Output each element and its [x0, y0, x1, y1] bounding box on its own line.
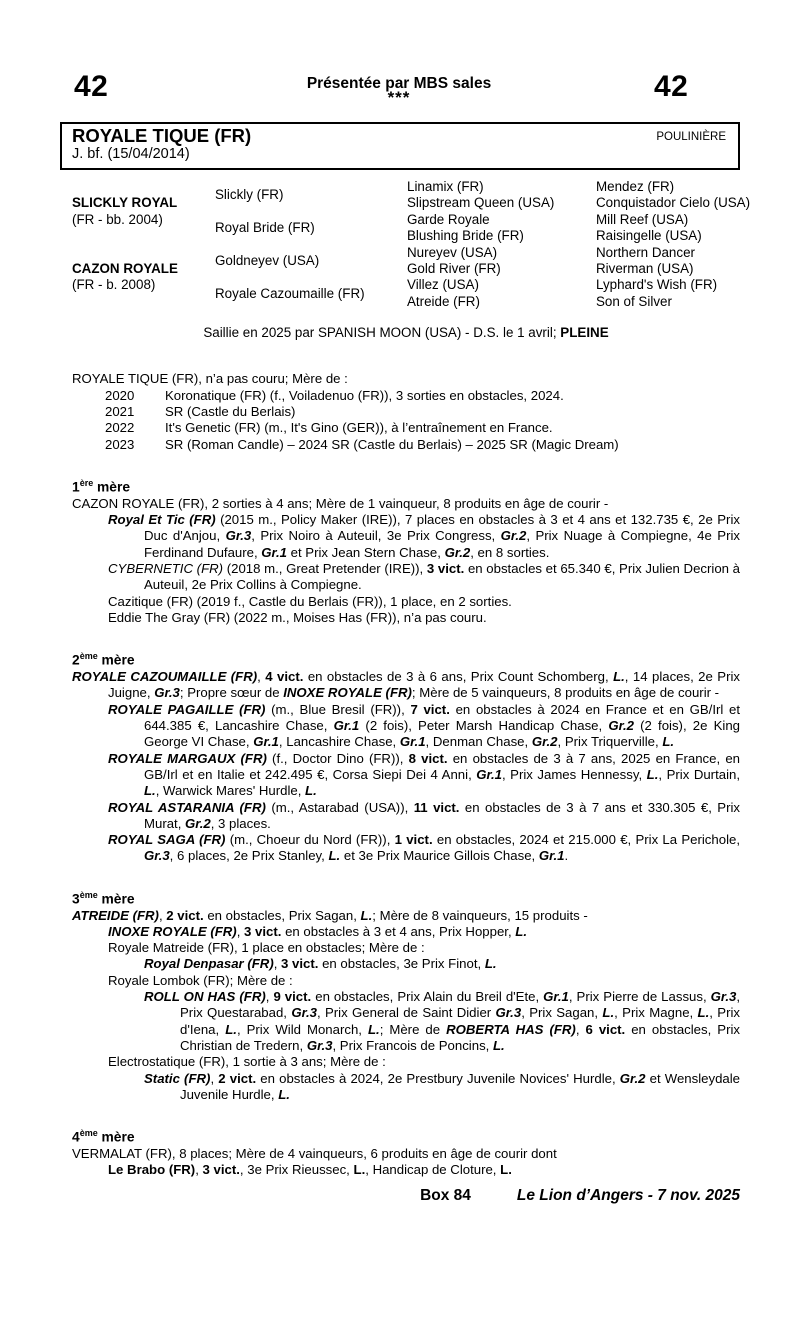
text-segment: VERMALAT (FR), 8 places; Mère de 4 vainqueurs, 6 produits en âge de courir dont — [72, 1146, 557, 1162]
text-segment: Gr.3 — [306, 1037, 333, 1053]
text-segment: Gr.3 — [291, 1005, 317, 1021]
pedigree-table — [72, 179, 751, 310]
horse-entry — [72, 908, 740, 924]
title-row — [72, 126, 726, 146]
text-segment: , Lancashire Chase, — [278, 734, 400, 750]
text-segment: 11 vict. — [413, 799, 460, 815]
heading-label: mère — [97, 891, 135, 907]
text-segment: ROYALE MARGAUX (FR) — [108, 750, 267, 766]
page-content — [72, 179, 751, 1204]
text-segment: ; Mère de 5 vainqueurs, 8 produits en âge de courir - — [411, 685, 720, 701]
horse-description: J. bf. (15/04/2014) — [72, 146, 190, 162]
text-segment: et Wensleydale Juvenile Hurdle, — [180, 1070, 741, 1102]
text-segment: Electrostatique (FR), 1 sortie à 3 ans; Mère de : — [108, 1054, 386, 1070]
text-segment: en obstacles, 2024 et 215.000 €, Prix La Perichole, — [432, 832, 740, 848]
ancestor-name-gen3: Nureyev (USA) — [407, 244, 498, 260]
text-segment: en obstacles, 3e Prix Finot, — [318, 956, 485, 972]
produce-year: 2020 — [105, 387, 135, 403]
horse-entry — [72, 1146, 740, 1162]
produce-row — [72, 404, 740, 420]
pedigree-ancestor-gen2 — [215, 212, 407, 245]
presenter-line: Présentée par MBS sales — [306, 75, 492, 92]
text-segment: L. — [353, 1162, 366, 1178]
text-segment: L. — [367, 1021, 380, 1037]
text-segment: L. — [484, 956, 497, 972]
heading-number: 2 — [72, 652, 80, 668]
horse-entry — [72, 1071, 740, 1104]
horse-entry — [72, 702, 740, 751]
text-segment: ROYAL SAGA (FR) — [108, 832, 226, 848]
text-segment: 3 vict. — [281, 956, 319, 972]
ancestor-name-gen3: Slipstream Queen (USA) — [407, 195, 555, 211]
text-segment: Gr.1 — [543, 989, 569, 1005]
horse-name: ROYALE TIQUE (FR) — [72, 125, 252, 146]
text-segment: (f., Doctor Dino (FR)), — [266, 750, 409, 766]
text-segment: ROBERTA HAS (FR) — [446, 1021, 576, 1037]
ancestor-name-gen3: Linamix (FR) — [407, 179, 484, 194]
text-segment: , Prix Wild Monarch, — [236, 1021, 368, 1037]
heading-ordinal-suffix: ème — [79, 889, 98, 900]
ancestor-name: SLICKLY ROYAL — [72, 195, 178, 211]
text-segment: en obstacles de 3 à 7 ans, 2025 en France, en GB/Irl et en Italie et 242.495 €, Corsa Siepi Dei 4 Anni, — [144, 750, 740, 782]
pedigree-ancestor-gen2 — [215, 245, 407, 278]
produce-row — [72, 420, 740, 436]
ancestor-name-gen3: Gold River (FR) — [407, 260, 501, 276]
text-segment: ; Propre sœur de — [179, 685, 284, 701]
text-segment: . — [564, 848, 569, 864]
pedigree-ancestor-gen2 — [215, 277, 407, 310]
ancestor-name-gen4: Raisingelle (USA) — [596, 228, 702, 244]
pedigree-gen3 — [407, 179, 596, 310]
text-segment: , Prix Questarabad, — [180, 989, 741, 1021]
text-segment: , — [265, 989, 274, 1005]
horse-entry — [72, 512, 740, 561]
text-segment: L. — [500, 1162, 512, 1178]
text-segment: en obstacles à 2024, 2e Prestbury Juvenile Novices' Hurdle, — [256, 1070, 620, 1086]
horse-entry — [72, 496, 740, 512]
pedigree-gen1 — [72, 179, 215, 310]
horse-entry — [72, 940, 740, 956]
text-segment: en obstacles de 3 à 6 ans, Prix Count Schomberg, — [303, 669, 614, 685]
text-segment: Gr.1 — [476, 766, 502, 782]
heading-number: 1 — [72, 479, 80, 495]
text-segment: Gr.2 — [500, 528, 527, 544]
text-segment: , 3 places. — [210, 815, 271, 831]
text-segment: L. — [360, 907, 373, 923]
text-segment: (2 fois), 2e King George VI Chase, — [144, 718, 740, 750]
text-segment: , 3e Prix Rieussec, — [239, 1162, 354, 1178]
produce-record — [72, 371, 740, 452]
text-segment: 9 vict. — [273, 989, 312, 1005]
text-segment: L. — [225, 1021, 237, 1037]
text-segment: , Prix Francois de Poncins, — [332, 1037, 493, 1053]
text-segment: en obstacles, Prix Sagan, — [203, 907, 361, 923]
ancestor-name: Royale Cazoumaille (FR) — [215, 285, 365, 301]
lot-number-left: 42 — [74, 70, 109, 103]
text-segment: , — [273, 956, 282, 972]
ancestor-name-gen4: Son of Silver — [596, 293, 672, 309]
ancestor-name-gen4: Conquistador Cielo (USA) — [596, 195, 751, 211]
text-segment: Gr.3 — [495, 1005, 522, 1021]
produce-rows — [72, 388, 740, 453]
horse-title-box — [60, 122, 740, 170]
ancestor-name: Goldneyev (USA) — [215, 252, 320, 268]
text-segment: L. — [602, 1005, 615, 1021]
pedigree-sections — [72, 475, 740, 1179]
text-segment: Royale Lombok (FR); Mère de : — [108, 972, 293, 988]
text-segment: en obstacles, Prix Alain du Breil d'Ete, — [311, 989, 544, 1005]
text-segment: Gr.2 — [185, 815, 211, 831]
text-segment: , 6 places, 2e Prix Stanley, — [169, 848, 329, 864]
produce-text: Koronatique (FR) (f., Voiladenuo (FR)), 3 sorties en obstacles, 2024. — [165, 387, 564, 403]
horse-entry — [72, 956, 740, 972]
text-segment: en obstacles et 65.340 €, Prix Julien Decrion à Auteuil, 2e Prix Collins à Compiegne. — [144, 561, 740, 593]
ancestor-name-gen4: Lyphard's Wish (FR) — [596, 277, 718, 293]
text-segment: Gr.1 — [253, 734, 279, 750]
text-segment: Gr.2 — [531, 734, 558, 750]
horse-entry — [72, 1054, 740, 1070]
text-segment: (m., Astarabad (USA)), — [265, 799, 414, 815]
horse-entry — [72, 561, 740, 594]
text-segment: (m., Choeur du Nord (FR)), — [225, 832, 395, 848]
text-segment: L. — [144, 783, 156, 799]
heading-ordinal-suffix: ème — [79, 1128, 98, 1139]
text-segment: 6 vict. — [585, 1021, 626, 1037]
text-segment: 8 vict. — [408, 750, 448, 766]
text-segment: Static (FR) — [144, 1070, 211, 1086]
text-segment: Royal Et Tic (FR) — [108, 512, 216, 528]
text-segment: 3 vict. — [426, 561, 465, 577]
text-segment: L. — [278, 1086, 290, 1102]
pedigree-gen4 — [596, 179, 751, 310]
ancestor-name-gen3: Garde Royale — [407, 211, 490, 227]
text-segment: 4 vict. — [265, 669, 304, 685]
horse-entry — [72, 832, 740, 865]
produce-row — [72, 388, 740, 404]
text-segment: Gr.1 — [333, 718, 360, 734]
text-segment: Eddie The Gray (FR) (2022 m., Moises Has (FR)), n’a pas couru. — [108, 609, 487, 625]
text-segment: Gr.2 — [444, 544, 471, 560]
text-segment: L. — [328, 848, 341, 864]
horse-entry — [72, 800, 740, 833]
text-segment: 2 vict. — [166, 907, 204, 923]
text-segment: , Prix General de Saint Didier — [316, 1005, 496, 1021]
text-segment: ROYALE PAGAILLE (FR) — [108, 701, 266, 717]
text-segment: , — [236, 923, 245, 939]
ancestor-name: Royal Bride (FR) — [215, 219, 315, 235]
produce-row — [72, 437, 740, 453]
horse-entry — [72, 973, 740, 989]
stars-separator: *** — [387, 88, 411, 107]
text-segment: ROYAL ASTARANIA (FR) — [108, 799, 266, 815]
ancestor-detail: (FR - b. 2008) — [72, 277, 156, 293]
text-segment: , Prix Pierre de Lassus, — [568, 989, 711, 1005]
text-segment: ; Mère de — [379, 1021, 447, 1037]
produce-text: SR (Roman Candle) – 2024 SR (Castle du Berlais) – 2025 SR (Magic Dream) — [165, 436, 619, 452]
text-segment: en obstacles de 3 à 7 ans et 330.305 €, Prix Murat, — [144, 799, 741, 831]
ancestor-name: Slickly (FR) — [215, 187, 284, 203]
horse-entry — [72, 669, 740, 702]
text-segment: L. — [515, 923, 528, 939]
text-segment: en obstacles à 2024 en France et en GB/Irl et 644.385 €, Lancashire Chase, — [144, 701, 741, 734]
text-segment: , Prix Triquerville, — [557, 734, 663, 750]
text-segment: Royale Matreide (FR), 1 place en obstacles; Mère de : — [108, 940, 425, 956]
text-segment: , Denman Chase, — [425, 734, 532, 750]
text-segment: Saillie en 2025 par SPANISH MOON (USA) - D.S. le 1 avril; — [203, 325, 561, 341]
heading-label: mère — [97, 652, 135, 668]
text-segment: , — [195, 1162, 203, 1178]
text-segment: 1 vict. — [394, 832, 433, 848]
pedigree-ancestor-gen1 — [72, 245, 215, 311]
ancestor-name-gen4: Mill Reef (USA) — [596, 211, 689, 227]
section-heading — [72, 887, 740, 908]
text-segment: , Prix Magne, — [614, 1005, 698, 1021]
produce-year: 2021 — [105, 404, 135, 420]
section-heading — [72, 475, 740, 496]
text-segment: et Prix Jean Stern Chase, — [286, 544, 445, 560]
text-segment: Gr.1 — [261, 544, 287, 560]
text-segment: Gr.3 — [710, 989, 737, 1005]
text-segment: en obstacles à 3 et 4 ans, Prix Hopper, — [281, 923, 516, 939]
ancestor-name-gen4: Riverman (USA) — [596, 260, 694, 276]
text-segment: L. — [662, 734, 675, 750]
text-segment: CAZON ROYALE (FR), 2 sorties à 4 ans; Mère de 1 vainqueur, 8 produits en âge de courir - — [72, 495, 609, 511]
text-segment: , en 8 sorties. — [470, 544, 550, 560]
text-segment: et 3e Prix Maurice Gillois Chase, — [340, 848, 539, 864]
covering-line — [72, 325, 740, 341]
text-segment: 3 vict. — [202, 1162, 240, 1178]
text-segment: L. — [493, 1037, 505, 1053]
horse-entry — [72, 594, 740, 610]
section-heading — [72, 648, 740, 669]
sale-venue-date: Le Lion d’Angers - 7 nov. 2025 — [516, 1186, 740, 1204]
text-segment: , — [257, 669, 266, 685]
text-segment: , Prix Noiro à Auteuil, 3e Prix Congress, — [251, 528, 501, 544]
text-segment: , Prix Sagan, — [521, 1005, 603, 1021]
horse-entry — [72, 924, 740, 940]
text-segment: Gr.3 — [144, 848, 170, 864]
category-label: POULINIÈRE — [656, 131, 726, 143]
produce-text: SR (Castle du Berlais) — [165, 404, 296, 420]
ancestor-detail: (FR - bb. 2004) — [72, 211, 163, 227]
text-segment: Cazitique (FR) (2019 f., Castle du Berlais (FR)), 1 place, en 2 sorties. — [108, 593, 512, 609]
ancestor-name-gen3: Atreide (FR) — [407, 293, 480, 309]
text-segment: , Warwick Mares' Hurdle, — [155, 783, 306, 799]
heading-ordinal-suffix: ère — [79, 477, 94, 488]
horse-entry — [72, 610, 740, 626]
text-segment: , Prix James Hennessy, — [501, 766, 647, 782]
text-segment: ATREIDE (FR) — [72, 907, 159, 923]
text-segment: INOXE ROYALE (FR) — [283, 685, 412, 701]
text-segment: 3 vict. — [244, 923, 282, 939]
text-segment: Gr.3 — [225, 528, 252, 544]
text-segment: , Prix d'Iena, — [180, 1005, 741, 1037]
heading-label: mère — [93, 479, 131, 495]
text-segment: (2018 m., Great Pretender (IRE)), — [223, 561, 427, 577]
text-segment: Royal Denpasar (FR) — [144, 956, 274, 972]
text-segment: L. — [613, 669, 625, 685]
text-segment: Gr.1 — [538, 848, 565, 864]
horse-entry — [72, 989, 740, 1054]
text-segment: , 14 places, 2e Prix Juigne, — [108, 669, 740, 701]
text-segment: , Prix Durtain, — [658, 766, 740, 782]
text-segment: INOXE ROYALE (FR) — [108, 923, 237, 939]
heading-number: 4 — [72, 1129, 80, 1145]
text-segment: PLEINE — [560, 325, 609, 341]
horse-entry — [72, 1162, 740, 1178]
text-segment: Gr.2 — [608, 718, 634, 734]
text-segment: , — [575, 1021, 586, 1037]
text-segment: ; Mère de 8 vainqueurs, 15 produits - — [372, 907, 588, 923]
text-segment: Gr.2 — [619, 1070, 646, 1086]
section-heading — [72, 1125, 740, 1146]
lot-number-right: 42 — [654, 70, 689, 103]
text-segment: (m., Blue Bresil (FR)), — [265, 701, 411, 717]
heading-number: 3 — [72, 891, 80, 907]
produce-year: 2023 — [105, 436, 135, 452]
footer-line — [72, 1188, 740, 1204]
text-segment: Le Brabo (FR) — [108, 1162, 196, 1178]
heading-ordinal-suffix: ème — [79, 651, 98, 662]
ancestor-name: CAZON ROYALE — [72, 260, 178, 276]
box-number: Box 84 — [420, 1186, 471, 1204]
text-segment: (2015 m., Policy Maker (IRE)), 7 places en obstacles à 3 et 4 ans et 132.735 €, 2e Prix Duc d'Anjou, — [144, 512, 740, 544]
ancestor-name-gen4: Northern Dancer — [596, 244, 695, 260]
pedigree-ancestor-gen2 — [215, 179, 407, 212]
text-segment: 7 vict. — [410, 701, 450, 717]
text-segment: ROYALE CAZOUMAILLE (FR) — [72, 669, 258, 685]
text-segment: 2 vict. — [218, 1070, 257, 1086]
text-segment: , Prix Nuage à Compiegne, 4e Prix Ferdinand Dufaure, — [144, 528, 740, 560]
pedigree-gen2 — [215, 179, 407, 310]
text-segment: L. — [697, 1005, 710, 1021]
text-segment: Gr.3 — [154, 685, 180, 701]
text-segment: , — [210, 1070, 219, 1086]
text-segment: (2 fois), Peter Marsh Handicap Chase, — [359, 718, 609, 734]
text-segment: , — [158, 907, 167, 923]
text-segment: , Handicap de Cloture, — [365, 1162, 501, 1178]
horse-entry — [72, 751, 740, 800]
heading-label: mère — [97, 1129, 135, 1145]
produce-year: 2022 — [105, 420, 135, 436]
pedigree-ancestor-gen1 — [72, 179, 215, 245]
ancestor-name-gen4: Mendez (FR) — [596, 179, 675, 194]
text-segment: CYBERNETIC (FR) — [108, 561, 224, 577]
text-segment: ROLL ON HAS (FR) — [144, 989, 266, 1005]
text-segment: L. — [646, 766, 659, 782]
ancestor-name-gen3: Blushing Bride (FR) — [407, 228, 524, 244]
ancestor-name-gen3: Villez (USA) — [407, 277, 479, 293]
text-segment: en obstacles, Prix Christian de Tredern, — [180, 1021, 740, 1053]
text-segment: Gr.1 — [399, 734, 426, 750]
produce-intro: ROYALE TIQUE (FR), n’a pas couru; Mère de : — [72, 371, 348, 387]
text-segment: L. — [305, 783, 317, 799]
produce-text: It's Genetic (FR) (m., It's Gino (GER)), à l’entraînement en France. — [165, 420, 553, 436]
